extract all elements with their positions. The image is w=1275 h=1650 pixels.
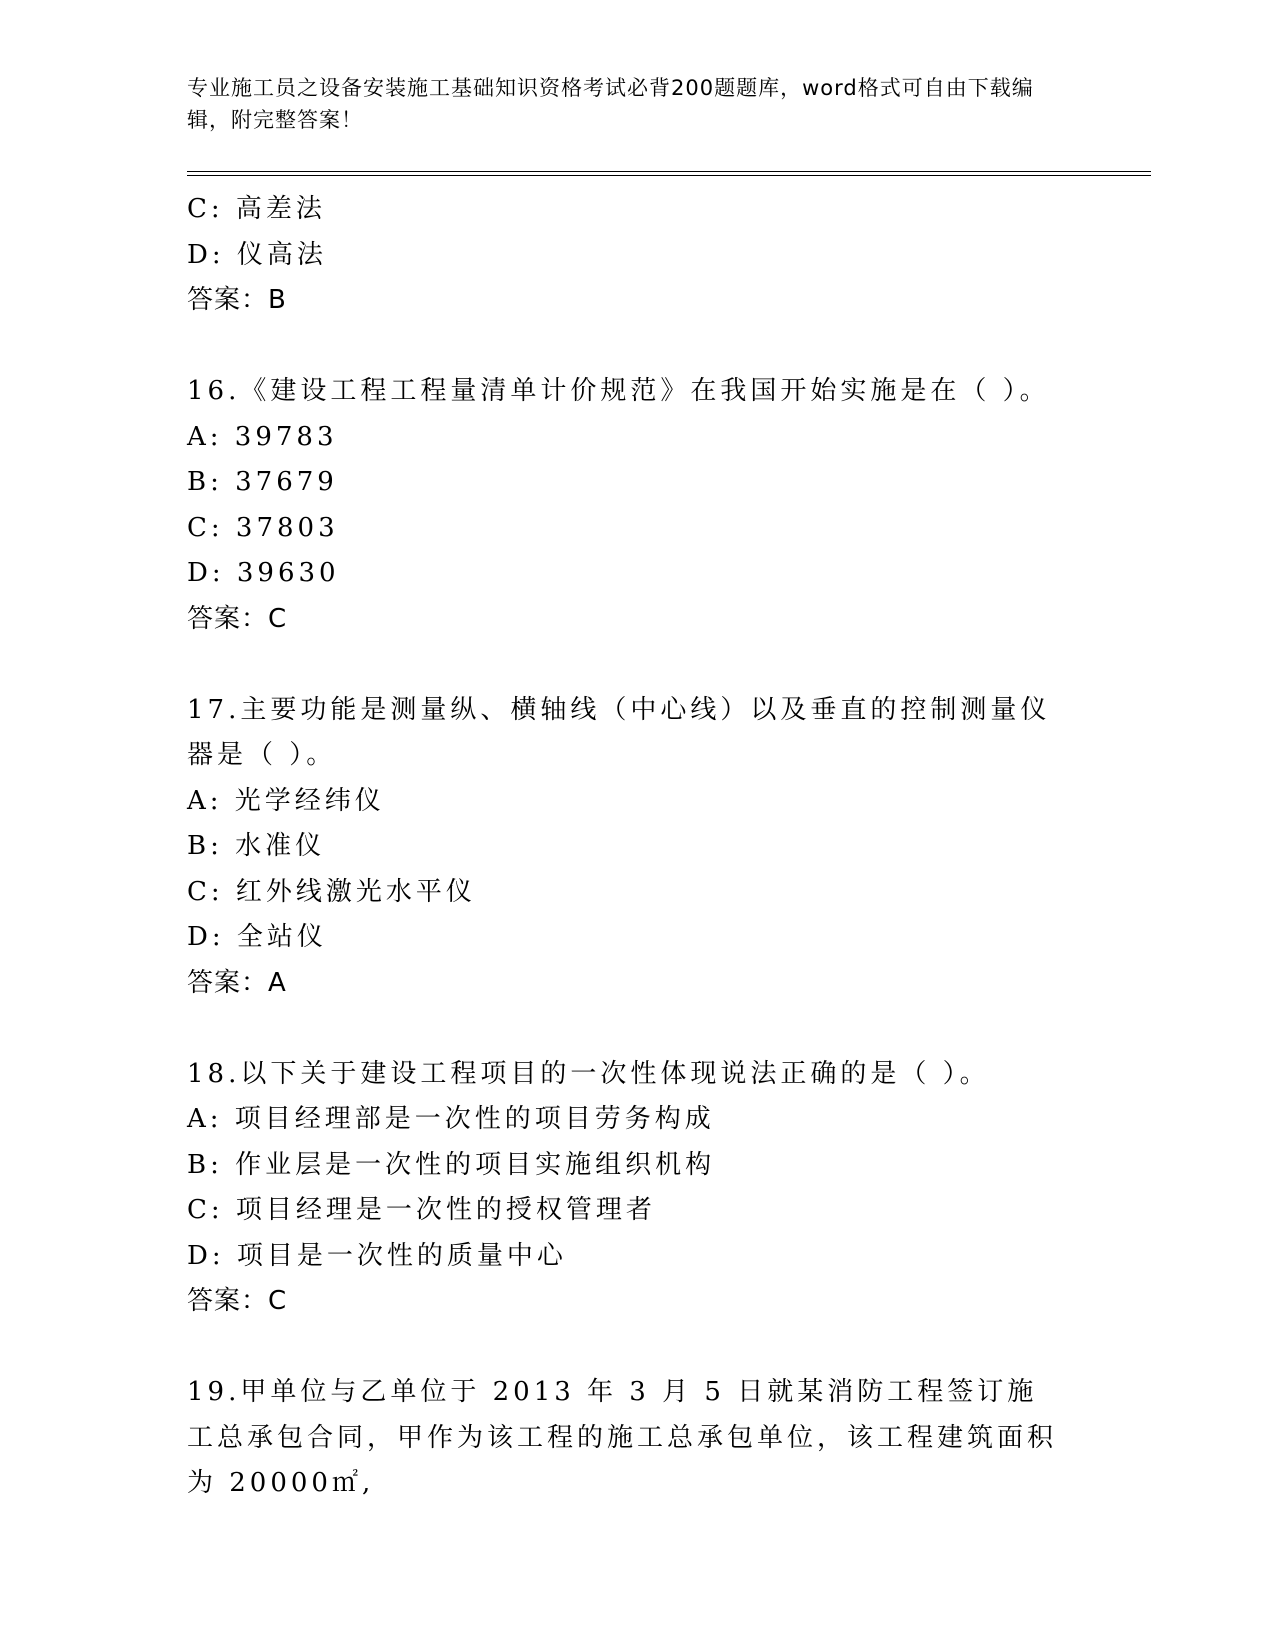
option-b: B: 作业层是一次性的项目实施组织机构 — [187, 1149, 716, 1180]
spacer — [187, 1006, 1087, 1052]
question-text: 19.甲单位与乙单位于 2013 年 3 月 5 日就某消防工程签订施工总承包合同，甲作为该工程的施工总承包单位，该工程建筑面积为 20000㎡, — [187, 1377, 1058, 1498]
answer-line: 答案：B — [187, 285, 287, 315]
option-d: D: 全站仪 — [187, 922, 327, 952]
spacer — [187, 1325, 1087, 1371]
option-c: C: 37803 — [187, 512, 339, 543]
answer-line: 答案：A — [187, 967, 287, 998]
spacer — [187, 324, 1087, 370]
header-rule-bottom — [187, 175, 1151, 176]
question-text: 16.《建设工程工程量清单计价规范》在我国开始实施是在（ ）。 — [187, 376, 1050, 406]
option-b: B: 37679 — [187, 467, 338, 497]
option-c: C: 红外线激光水平仪 — [187, 876, 476, 907]
option-c: C: 高差法 — [187, 194, 326, 224]
answer-line: 答案：C — [187, 1286, 288, 1316]
document-body — [187, 187, 1087, 1507]
option-d: D: 仪高法 — [187, 239, 327, 270]
document-header — [187, 72, 1067, 136]
option-a: A: 项目经理部是一次性的项目劳务构成 — [187, 1104, 715, 1134]
answer-line: 答案：C — [187, 603, 288, 634]
spacer — [187, 642, 1087, 688]
option-d: D: 项目是一次性的质量中心 — [187, 1240, 567, 1271]
question-18 — [187, 1052, 1087, 1325]
option-c: C: 项目经理是一次性的授权管理者 — [187, 1195, 656, 1225]
question-text: 18.以下关于建设工程项目的一次性体现说法正确的是（ ）。 — [187, 1058, 990, 1089]
option-b: B: 水准仪 — [187, 831, 326, 861]
question-15-tail — [187, 187, 1087, 324]
option-a: A: 光学经纬仪 — [187, 785, 385, 816]
question-17 — [187, 688, 1087, 1007]
question-19 — [187, 1370, 1087, 1507]
header-rule-top — [187, 171, 1151, 172]
option-d: D: 39630 — [187, 558, 340, 588]
option-a: A: 39783 — [187, 421, 338, 452]
document-title: 专业施工员之设备安装施工基础知识资格考试必背200题题库，word格式可自由下载编辑，附完整答案！ — [187, 76, 1034, 132]
question-text: 17.主要功能是测量纵、横轴线（中心线）以及垂直的控制测量仪器是（ ）。 — [187, 694, 1051, 770]
question-16 — [187, 369, 1087, 642]
